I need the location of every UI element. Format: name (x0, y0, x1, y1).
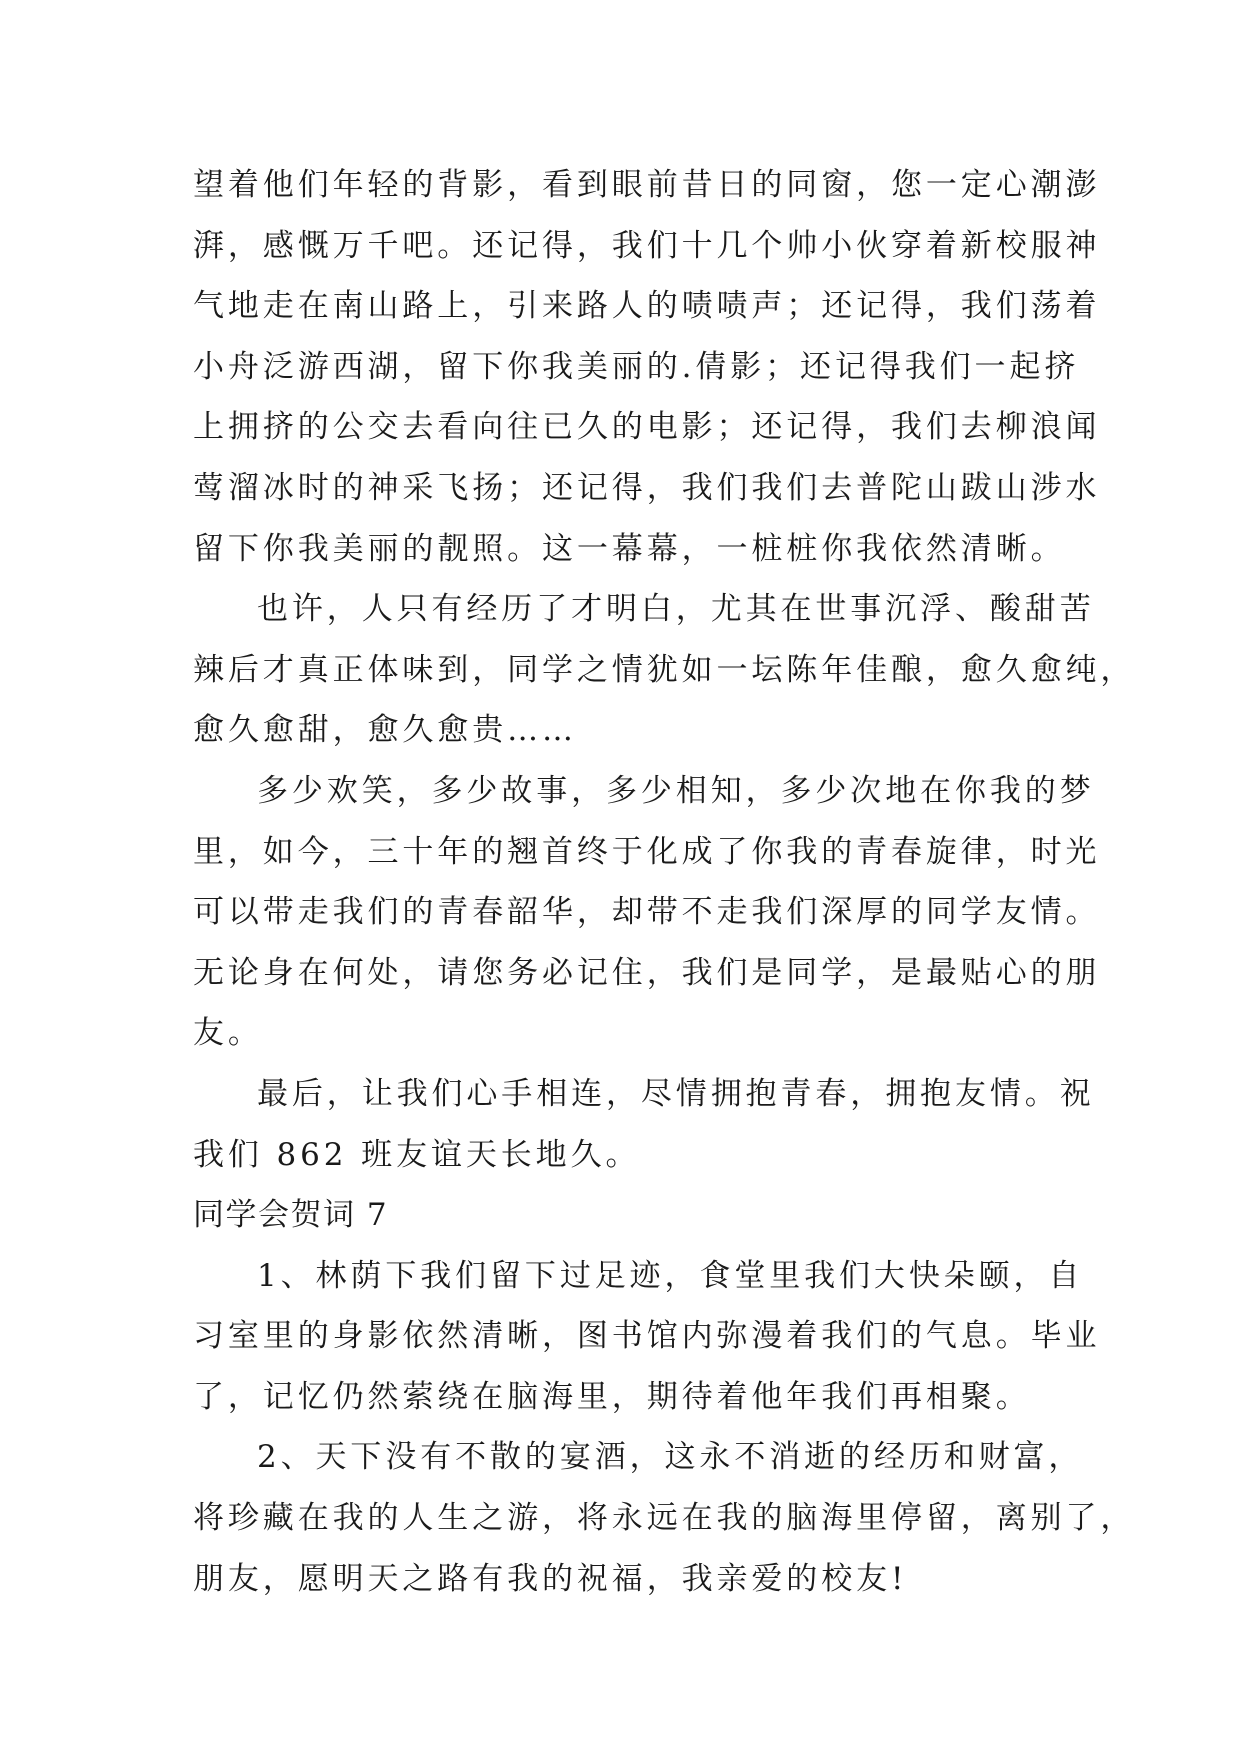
text-line: 了，记忆仍然萦绕在脑海里，期待着他年我们再相聚。 (193, 1378, 1031, 1415)
text-line: 多少欢笑，多少故事，多少相知，多少次地在你我的梦 (257, 772, 1095, 809)
document-body (193, 155, 1136, 1609)
text-line: 2、天下没有不散的宴酒，这永不消逝的经历和财富， (257, 1439, 1084, 1476)
paragraph-thirty-years (193, 761, 1101, 1064)
paragraph-friendship (193, 579, 1136, 761)
text-line: 朋友，愿明天之路有我的祝福，我亲爱的校友! (193, 1560, 908, 1597)
text-line: 莺溜冰时的神采飞扬；还记得，我们我们去普陀山跋山涉水 (193, 469, 1101, 506)
section-heading (193, 1185, 1053, 1246)
text-line: 上拥挤的公交去看向往已久的电影；还记得，我们去柳浪闻 (193, 409, 1101, 446)
text-line: 无论身在何处，请您务必记住，我们是同学，是最贴心的朋 (193, 954, 1101, 991)
text-line: 我们 862 班友谊天长地久。 (193, 1136, 641, 1173)
paragraph-closing (193, 1064, 1095, 1185)
paragraph-memories (193, 155, 1101, 579)
text-line: 湃，感慨万千吧。还记得，我们十几个帅小伙穿着新校服神 (193, 227, 1101, 264)
paragraph-item-1 (193, 1246, 1101, 1428)
text-line: 友。 (193, 1015, 263, 1052)
text-line: 也许，人只有经历了才明白，尤其在世事沉浮、酸甜苦 (257, 591, 1095, 628)
text-line: 望着他们年轻的背影，看到眼前昔日的同窗，您一定心潮澎 (193, 167, 1101, 203)
text-line: 辣后才真正体味到，同学之情犹如一坛陈年佳酿，愈久愈纯， (193, 651, 1136, 688)
text-line: 最后，让我们心手相连，尽情拥抱青春，拥抱友情。祝 (257, 1075, 1095, 1112)
paragraph-item-2 (193, 1427, 1136, 1609)
text-line: 愈久愈甜，愈久愈贵…… (193, 712, 577, 749)
heading-text: 同学会贺词 7 (193, 1197, 389, 1234)
text-line: 可以带走我们的青春韶华，却带不走我们深厚的同学友情。 (193, 894, 1101, 931)
text-line: 将珍藏在我的人生之游，将永远在我的脑海里停留，离别了， (193, 1500, 1136, 1537)
text-line: 1、林荫下我们留下过足迹，食堂里我们大快朵颐，自 (257, 1257, 1084, 1294)
text-line: 习室里的身影依然清晰，图书馆内弥漫着我们的气息。毕业 (193, 1318, 1101, 1355)
text-line: 小舟泛游西湖，留下你我美丽的.倩影；还记得我们一起挤 (193, 348, 1080, 385)
text-line: 留下你我美丽的靓照。这一幕幕，一桩桩你我依然清晰。 (193, 530, 1066, 567)
text-line: 气地走在南山路上，引来路人的啧啧声；还记得，我们荡着 (193, 288, 1101, 325)
text-line: 里，如今，三十年的翘首终于化成了你我的青春旋律，时光 (193, 833, 1101, 870)
